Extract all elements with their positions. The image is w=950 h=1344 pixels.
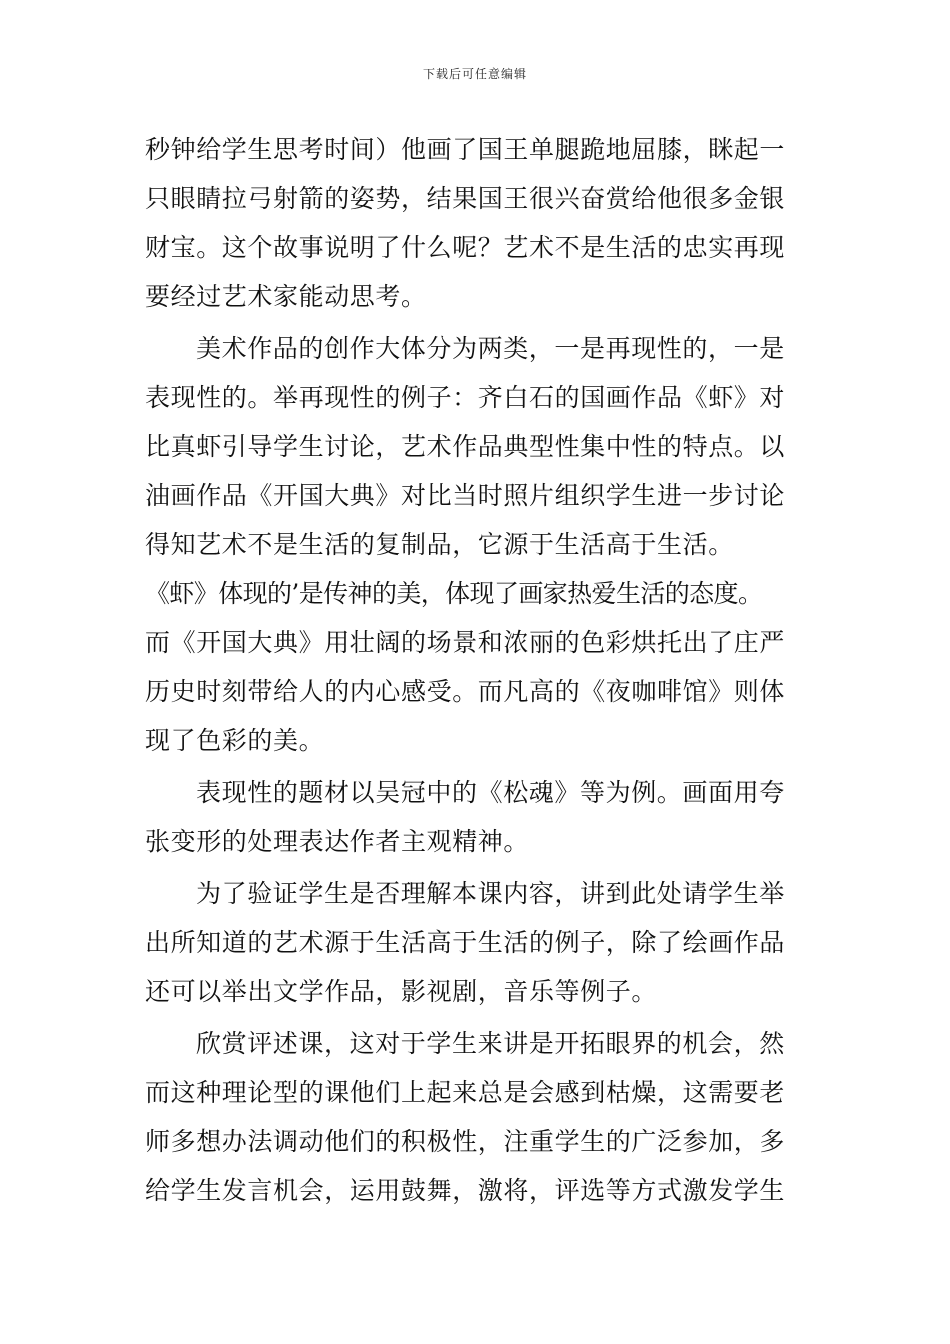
- text-line: 师多想办法调动他们的积极性，注重学生的广泛参加，多: [145, 1127, 786, 1156]
- document-body: [145, 125, 825, 1215]
- text-line: 表现性的题材以吴冠中的《松魂》等为例。画面用夸: [196, 778, 785, 807]
- paragraph: [145, 125, 825, 321]
- text-line: 油画作品《开国大典》对比当时照片组织学生进一步讨论: [145, 481, 786, 510]
- text-line: 只眼睛拉弓射箭的姿势，结果国王很兴奋赏给他很多金银: [145, 184, 786, 213]
- paragraph: [145, 768, 825, 866]
- text-line: 为了验证学生是否理解本课内容，讲到此处请学生举: [196, 879, 785, 908]
- text-line: 秒钟给学生思考时间）他画了国王单腿跪地屈膝，眯起一: [145, 135, 786, 164]
- page-header: 下载后可任意编辑: [422, 67, 527, 81]
- paragraph: [145, 1019, 825, 1215]
- text-line: 美术作品的创作大体分为两类，一是再现性的，一是: [196, 334, 785, 363]
- text-line: 还可以举出文学作品，影视剧，音乐等例子。: [145, 977, 658, 1006]
- text-line: 现了色彩的美。: [145, 726, 325, 755]
- text-line: 要经过艺术家能动思考。: [145, 282, 427, 311]
- text-line: 表现性的。举再现性的例子：齐白石的国画作品《虾》对: [145, 383, 786, 412]
- paragraph: [145, 869, 825, 1016]
- text-line: 欣赏评述课，这对于学生来讲是开拓眼界的机会，然: [196, 1029, 785, 1058]
- text-line: 《虾》体现的’是传神的美，体现了画家热爱生活的态度。: [145, 579, 763, 608]
- text-line: 出所知道的艺术源于生活高于生活的例子，除了绘画作品: [145, 928, 786, 957]
- text-line: 历史时刻带给人的内心感受。而凡高的《夜咖啡馆》则体: [145, 677, 786, 706]
- text-line: 财宝。这个故事说明了什么呢？艺术不是生活的忠实再现: [145, 233, 786, 262]
- text-line: 而这种理论型的课他们上起来总是会感到枯燥，这需要老: [145, 1078, 786, 1107]
- text-line: 张变形的处理表达作者主观精神。: [145, 827, 530, 856]
- text-line: 比真虾引导学生讨论，艺术作品典型性集中性的特点。以: [145, 432, 786, 461]
- paragraph: [145, 324, 825, 765]
- text-line: 给学生发言机会，运用鼓舞，激将，评选等方式激发学生: [145, 1176, 786, 1205]
- text-line: 而《开国大典》用壮阔的场景和浓丽的色彩烘托出了庄严: [145, 628, 786, 657]
- text-line: 得知艺术不是生活的复制品，它源于生活高于生活。: [145, 530, 734, 559]
